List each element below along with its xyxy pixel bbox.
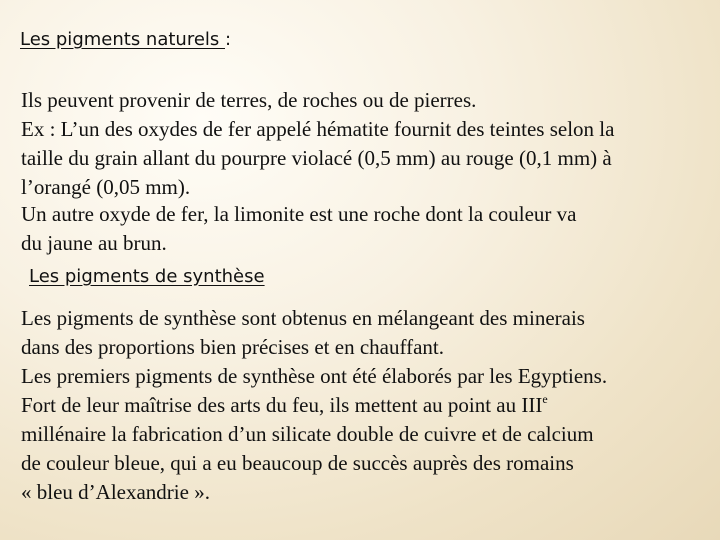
paragraph-synthetic bbox=[21, 304, 607, 507]
heading-synthetic-pigments bbox=[29, 266, 265, 288]
heading-natural-pigments-colon: : bbox=[225, 29, 232, 50]
paragraph-limonite bbox=[21, 200, 576, 258]
paragraph-natural-sources bbox=[21, 86, 614, 202]
paragraph-line: millénaire la fabrication d’un silicate double de cuivre et de calcium bbox=[21, 422, 594, 446]
paragraph-line: l’orangé (0,05 mm). bbox=[21, 175, 191, 199]
line-text: Fort de leur maîtrise des arts du feu, ils mettent au point au III bbox=[21, 393, 543, 417]
paragraph-line: Ils peuvent provenir de terres, de roches ou de pierres. bbox=[21, 88, 477, 112]
heading-natural-pigments-text: Les pigments naturels bbox=[20, 29, 225, 50]
paragraph-line bbox=[21, 391, 607, 420]
paragraph-line: dans des proportions bien précises et en chauffant. bbox=[21, 335, 444, 359]
heading-natural-pigments bbox=[20, 29, 231, 51]
paragraph-line: Un autre oxyde de fer, la limonite est une roche dont la couleur va bbox=[21, 202, 577, 226]
paragraph-line: taille du grain allant du pourpre violacé (0,5 mm) au rouge (0,1 mm) à bbox=[21, 146, 612, 170]
paragraph-line: du jaune au brun. bbox=[21, 231, 167, 255]
paragraph-line: « bleu d’Alexandrie ». bbox=[21, 480, 210, 504]
paragraph-line: de couleur bleue, qui a eu beaucoup de succès auprès des romains bbox=[21, 451, 574, 475]
paragraph-line: Les premiers pigments de synthèse ont été élaborés par les Egyptiens. bbox=[21, 364, 608, 388]
heading-synthetic-pigments-text: Les pigments de synthèse bbox=[29, 266, 265, 287]
superscript-e: e bbox=[542, 392, 548, 406]
paragraph-line: Les pigments de synthèse sont obtenus en mélangeant des minerais bbox=[21, 306, 585, 330]
paragraph-line: Ex : L’un des oxydes de fer appelé hématite fournit des teintes selon la bbox=[21, 117, 615, 141]
